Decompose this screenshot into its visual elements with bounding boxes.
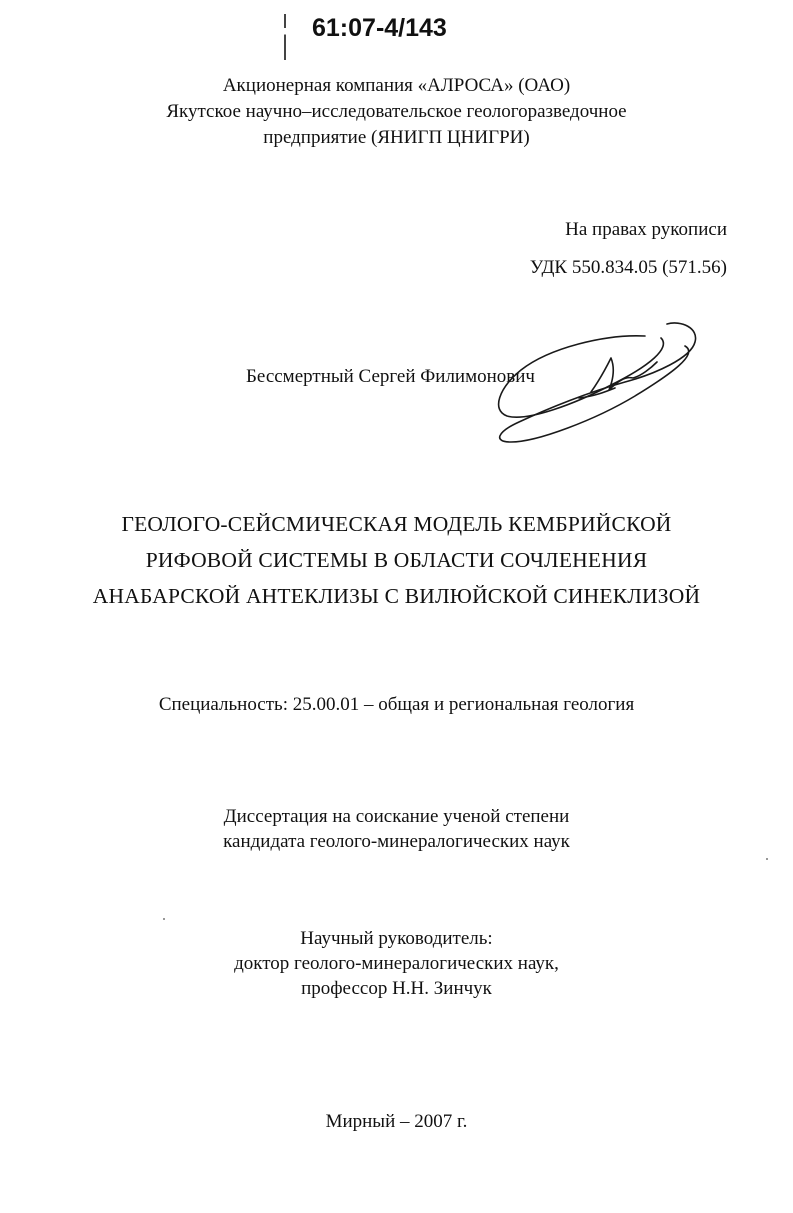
udc-code: УДК 550.834.05 (571.56): [529, 257, 727, 278]
signature-icon: [485, 318, 715, 450]
stamp-code: 61:07-4/143: [312, 14, 447, 42]
dissertation-line-1: Диссертация на соискание ученой степени: [223, 806, 570, 827]
dissertation-line-2: кандидата геолого-минералогических наук: [223, 831, 570, 852]
title-line-1: ГЕОЛОГО-СЕЙСМИЧЕСКАЯ МОДЕЛЬ КЕМБРИЙСКОЙ: [121, 512, 672, 536]
specialty: Специальность: 25.00.01 – общая и региональная геология: [158, 694, 635, 715]
manuscript-rights: На правах рукописи: [565, 219, 727, 240]
scan-speck: [163, 918, 165, 920]
supervisor-degree: доктор геолого-минералогических наук,: [234, 953, 559, 974]
organization-line-3: предприятие (ЯНИГП ЦНИГРИ): [263, 127, 530, 148]
organization-line-1: Акционерная компания «АЛРОСА» (ОАО): [222, 75, 571, 96]
organization-line-2: Якутское научно–исследовательское геологоразведочное: [166, 101, 627, 122]
scan-speck: [766, 858, 768, 860]
title-line-2: РИФОВОЙ СИСТЕМЫ В ОБЛАСТИ СОЧЛЕНЕНИЯ: [145, 548, 648, 572]
place-year: Мирный – 2007 г.: [325, 1111, 468, 1132]
supervisor-name: профессор Н.Н. Зинчук: [301, 978, 492, 999]
stamp-bracket: [284, 14, 286, 60]
title-line-3: АНАБАРСКОЙ АНТЕКЛИЗЫ С ВИЛЮЙСКОЙ СИНЕКЛИЗОЙ: [92, 584, 701, 608]
author-name: Бессмертный Сергей Филимонович: [246, 366, 535, 387]
supervisor-label: Научный руководитель:: [300, 928, 493, 949]
signature-stroke-tail: [579, 388, 615, 398]
